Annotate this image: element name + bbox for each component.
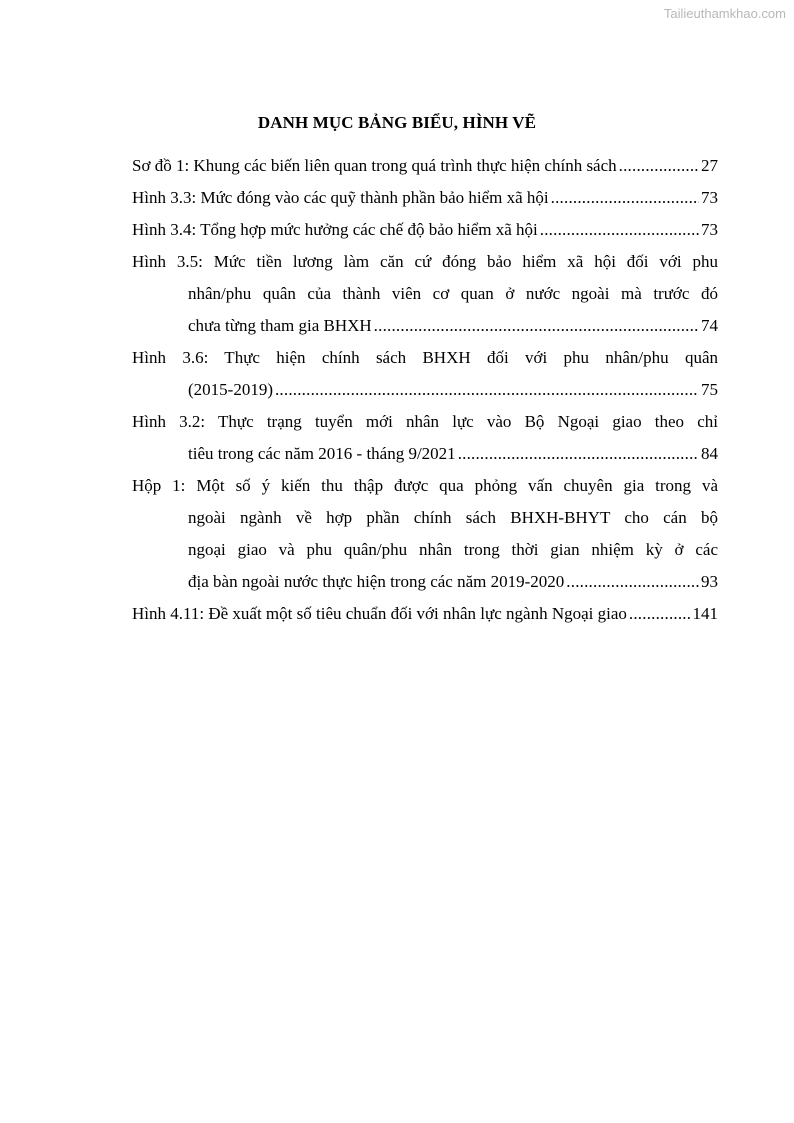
toc-entry[interactable]: [132, 342, 718, 406]
dot-leader: [275, 374, 699, 406]
toc-entry[interactable]: [132, 470, 718, 598]
toc-page-number: 74: [701, 316, 718, 335]
dot-leader: [540, 214, 699, 246]
toc-entry-text: Hình 3.2: Thực trạng tuyển mới nhân lực vào Bộ Ngoại giao theo chỉ: [132, 412, 718, 431]
watermark: Tailieuthamkhao.com: [663, 6, 786, 21]
toc-entry[interactable]: [132, 214, 718, 246]
toc-entry-text: Hộp 1: Một số ý kiến thu thập được qua phỏng vấn chuyên gia trong và: [132, 476, 718, 495]
dot-leader: [629, 598, 691, 630]
table-of-figures: [132, 150, 718, 630]
dot-leader: [619, 150, 699, 182]
toc-entry-text: Hình 3.4: Tổng hợp mức hưởng các chế độ bảo hiểm xã hội: [132, 220, 538, 239]
toc-entry[interactable]: [132, 182, 718, 214]
toc-entry[interactable]: [132, 598, 718, 630]
toc-entry-text: ngoài ngành về hợp phần chính sách BHXH-BHYT cho cán bộ: [188, 508, 718, 527]
toc-entry-text: nhân/phu quân của thành viên cơ quan ở nước ngoài mà trước đó: [188, 284, 718, 303]
dot-leader: [374, 310, 699, 342]
toc-page-number: 141: [692, 604, 718, 623]
toc-entry-text: Hình 3.5: Mức tiền lương làm căn cứ đóng bảo hiểm xã hội đối với phu: [132, 252, 718, 271]
toc-page-number: 93: [701, 572, 718, 591]
toc-page-number: 84: [701, 444, 718, 463]
toc-entry-text: địa bàn ngoài nước thực hiện trong các năm 2019-2020: [188, 572, 565, 591]
toc-entry-text: Hình 3.6: Thực hiện chính sách BHXH đối với phu nhân/phu quân: [132, 348, 718, 367]
dot-leader: [551, 182, 699, 214]
toc-page-number: 73: [701, 220, 718, 239]
page-title: DANH MỤC BẢNG BIỂU, HÌNH VẼ: [257, 113, 537, 132]
dot-leader: [566, 566, 699, 598]
toc-entry-text: tiêu trong các năm 2016 - tháng 9/2021: [188, 444, 456, 463]
toc-entry-text: Sơ đồ 1: Khung các biến liên quan trong quá trình thực hiện chính sách: [132, 156, 617, 175]
toc-entry-text: Hình 3.3: Mức đóng vào các quỹ thành phần bảo hiểm xã hội: [132, 188, 549, 207]
toc-entry-text: (2015-2019): [188, 380, 273, 399]
toc-page-number: 27: [701, 156, 718, 175]
toc-entry-text: chưa từng tham gia BHXH: [188, 316, 372, 335]
toc-entry-text: ngoại giao và phu quân/phu nhân trong thời gian nhiệm kỳ ở các: [188, 540, 718, 559]
toc-page-number: 75: [701, 380, 718, 399]
toc-page-number: 73: [701, 188, 718, 207]
dot-leader: [458, 438, 699, 470]
toc-entry[interactable]: [132, 150, 718, 182]
toc-entry[interactable]: [132, 246, 718, 342]
toc-entry-text: Hình 4.11: Đề xuất một số tiêu chuẩn đối với nhân lực ngành Ngoại giao: [132, 604, 627, 623]
toc-entry[interactable]: [132, 406, 718, 470]
